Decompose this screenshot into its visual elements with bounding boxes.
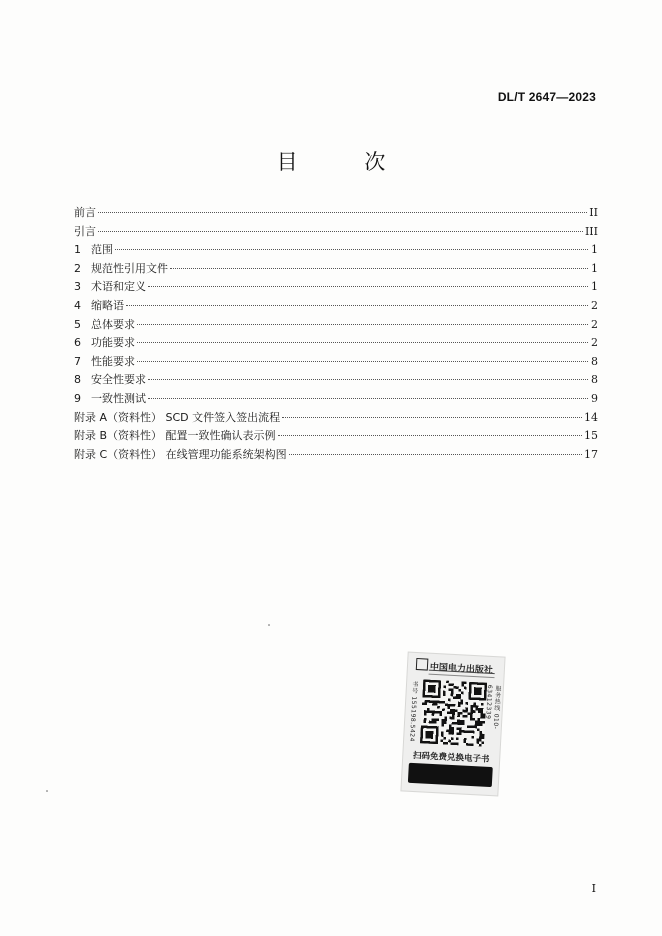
toc-dot-leader: [115, 248, 588, 250]
toc-entry[interactable]: [74, 204, 598, 223]
toc-dot-leader: [98, 230, 583, 232]
toc-dot-leader: [137, 341, 588, 343]
toc-entry-page: II: [589, 206, 598, 219]
toc-entry-page: 1: [591, 261, 598, 275]
toc-entry[interactable]: [74, 316, 598, 335]
toc-dot-leader: [148, 397, 588, 399]
toc-entry-page: 14: [584, 410, 598, 424]
toc-entry[interactable]: [74, 409, 598, 428]
qr-sticker: [401, 653, 504, 796]
toc-entry[interactable]: [74, 260, 598, 279]
toc-entry-page: 8: [591, 373, 598, 387]
toc-entry-number: 7: [74, 354, 81, 368]
toc-dot-leader: [98, 211, 587, 213]
toc-dot-leader: [289, 453, 582, 455]
toc-entry-number: 6: [74, 336, 81, 350]
toc-entry[interactable]: [74, 278, 598, 297]
publisher-seal-icon: [416, 658, 429, 671]
toc-entry[interactable]: [74, 353, 598, 372]
toc-entry-page: 1: [591, 243, 598, 257]
document-number: DL/T 2647—2023: [497, 90, 596, 104]
toc-entry-number: 9: [74, 391, 81, 405]
toc-entry-label: 引言: [74, 224, 96, 238]
toc-dot-leader: [170, 267, 588, 269]
toc-dot-leader: [282, 416, 582, 418]
publisher-logo: [415, 658, 496, 680]
toc-entry-page: 1: [591, 280, 598, 294]
toc-entry-number: 4: [74, 298, 81, 312]
toc-entry[interactable]: [74, 446, 598, 465]
toc-entry-page: 17: [584, 447, 598, 461]
service-hotline-text: 服务热线 010-63412339: [484, 684, 502, 730]
toc-entry-page: 2: [591, 298, 598, 312]
toc-entry[interactable]: [74, 297, 598, 316]
toc-entry[interactable]: [74, 223, 598, 242]
toc-dot-leader: [137, 323, 588, 325]
toc-dot-leader: [278, 434, 582, 436]
toc-entry[interactable]: [74, 390, 598, 409]
redacted-code-block: [408, 763, 493, 787]
toc-entry[interactable]: [74, 241, 598, 260]
toc-entry-label: 一致性测试: [91, 391, 146, 405]
toc-entry-page: 8: [591, 354, 598, 368]
toc-entry-page: 2: [591, 317, 598, 331]
scan-speck: [46, 790, 48, 792]
toc-entry-number: 8: [74, 373, 81, 387]
toc-dot-leader: [137, 360, 588, 362]
toc-entry-page: 2: [591, 336, 598, 350]
toc-entry-number: 5: [74, 317, 81, 331]
toc-title: 目 次: [276, 150, 416, 174]
toc-dot-leader: [148, 378, 588, 380]
toc-entry-label: 附录 C（资料性） 在线管理功能系统架构图: [74, 447, 287, 461]
book-number-text: 书号 155198.5424: [408, 680, 419, 743]
toc-dot-leader: [126, 304, 588, 306]
qr-code-icon[interactable]: [420, 679, 487, 746]
toc-entry[interactable]: [74, 371, 598, 390]
toc-entry-number: 2: [74, 261, 81, 275]
toc-entry-label: 附录 A（资料性） SCD 文件签入签出流程: [74, 410, 281, 424]
toc-entry-label: 规范性引用文件: [91, 261, 168, 275]
page-number: I: [591, 882, 596, 895]
toc-entry-label: 范围: [91, 243, 113, 257]
scan-redeem-text: 扫码免费兑换电子书: [412, 750, 490, 765]
toc-entry-label: 前言: [74, 206, 96, 219]
toc-entry-page: 9: [591, 391, 598, 405]
toc-entry-number: 1: [74, 243, 81, 257]
toc-entry-page: III: [584, 224, 598, 238]
toc-entry-label: 术语和定义: [91, 280, 146, 294]
toc-entry-label: 功能要求: [91, 336, 135, 350]
toc-entry[interactable]: [74, 427, 598, 446]
table-of-contents: [74, 204, 598, 464]
toc-entry-label: 总体要求: [91, 317, 135, 331]
toc-entry-label: 附录 B（资料性） 配置一致性确认表示例: [74, 429, 276, 443]
toc-entry-page: 15: [584, 429, 598, 443]
toc-dot-leader: [148, 285, 588, 287]
scan-speck: [268, 624, 270, 626]
toc-entry-number: 3: [74, 280, 81, 294]
publisher-name: 中国电力出版社: [429, 662, 494, 677]
toc-entry-label: 安全性要求: [91, 373, 146, 387]
toc-entry-label: 缩略语: [91, 298, 124, 312]
toc-entry-label: 性能要求: [91, 354, 135, 368]
toc-entry[interactable]: [74, 334, 598, 353]
